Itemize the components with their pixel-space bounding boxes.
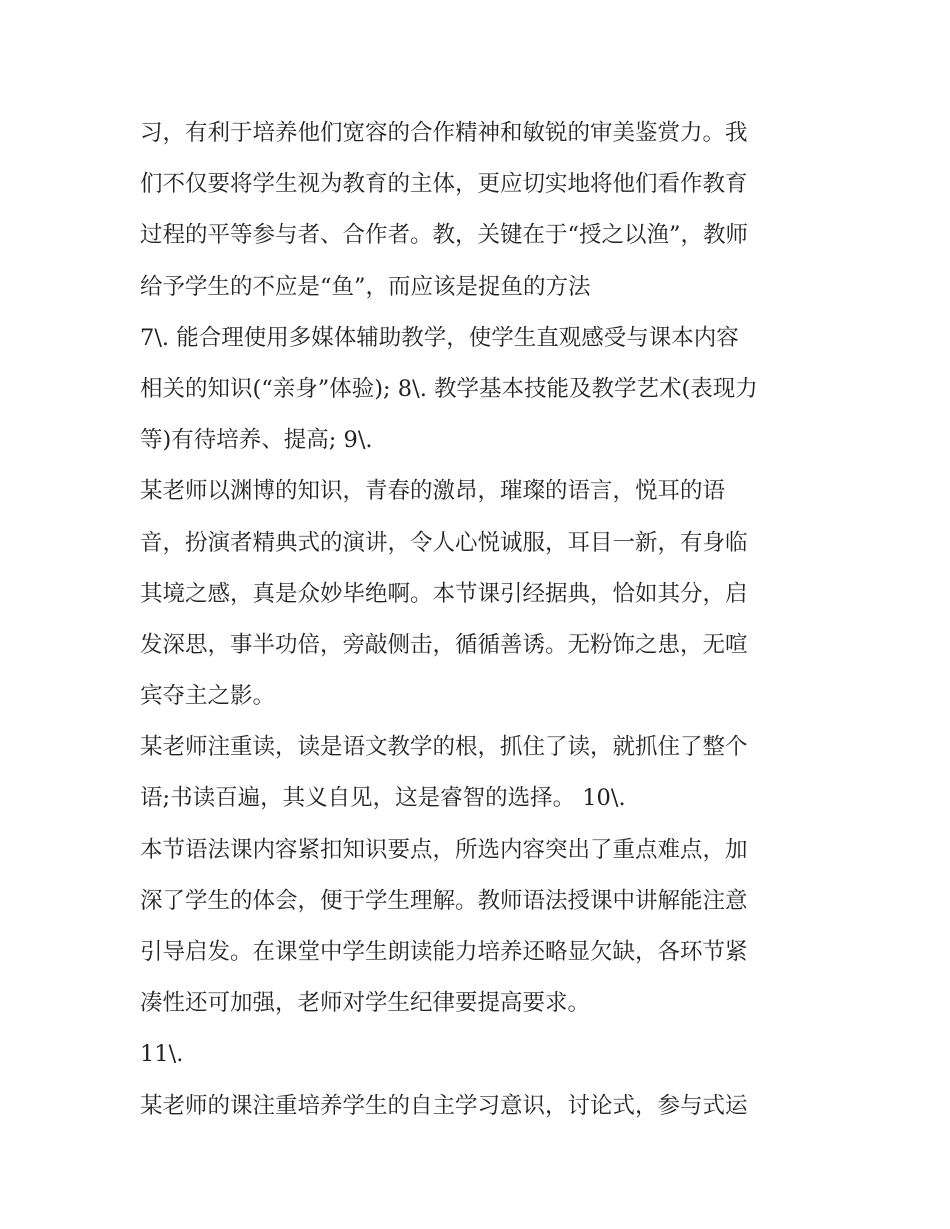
- text-line: 语;书读百遍，其义自见，这是睿智的选择。 10\.: [140, 785, 626, 812]
- text-line: 某老师的课注重培养学生的自主学习意识，讨论式，参与式运: [140, 1092, 748, 1119]
- text-line: 某老师以渊博的知识，青春的激昂，璀璨的语言，悦耳的语: [140, 478, 726, 505]
- text-line: 给予学生的不应是“鱼”，而应该是捉鱼的方法: [140, 273, 591, 300]
- text-line: 11\.: [140, 1041, 184, 1068]
- text-line: 习，有利于培养他们宽容的合作精神和敏锐的审美鉴赏力。我: [140, 120, 748, 146]
- text-line: 7\. 能合理使用多媒体辅助教学，使学生直观感受与课本内容: [140, 324, 739, 351]
- text-line: 相关的知识(“亲身”体验); 8\. 教学基本技能及教学艺术(表现力: [140, 375, 758, 402]
- text-line: 们不仅要将学生视为教育的主体，更应切实地将他们看作教育: [140, 171, 748, 198]
- text-line: 某老师注重读，读是语文教学的根，抓住了读，就抓住了整个: [140, 734, 748, 761]
- text-line: 宾夺主之影。: [140, 683, 276, 710]
- text-line: 过程的平等参与者、合作者。教，关键在于“授之以渔”，教师: [140, 222, 749, 249]
- text-line: 引导启发。在课堂中学生朗读能力培养还略显欠缺，各环节紧: [140, 939, 748, 965]
- body-text: [140, 108, 820, 1132]
- text-line: 等)有待培养、提高; 9\.: [140, 427, 373, 454]
- text-line: 发深思，事半功倍，旁敲侧击，循循善诱。无粉饰之患，无喧: [140, 631, 748, 658]
- text-line: 凑性还可加强，老师对学生纪律要提高要求。: [140, 990, 591, 1017]
- text-line: 深了学生的体会，便于学生理解。教师语法授课中讲解能注意: [140, 887, 748, 914]
- text-line: 音，扮演者精典式的演讲，令人心悦诚服，耳目一新，有身临: [140, 529, 748, 556]
- text-line: 其境之感，真是众妙毕绝啊。本节课引经据典，恰如其分，启: [140, 580, 748, 607]
- text-line: 本节语法课内容紧扣知识要点，所选内容突出了重点难点，加: [140, 836, 748, 863]
